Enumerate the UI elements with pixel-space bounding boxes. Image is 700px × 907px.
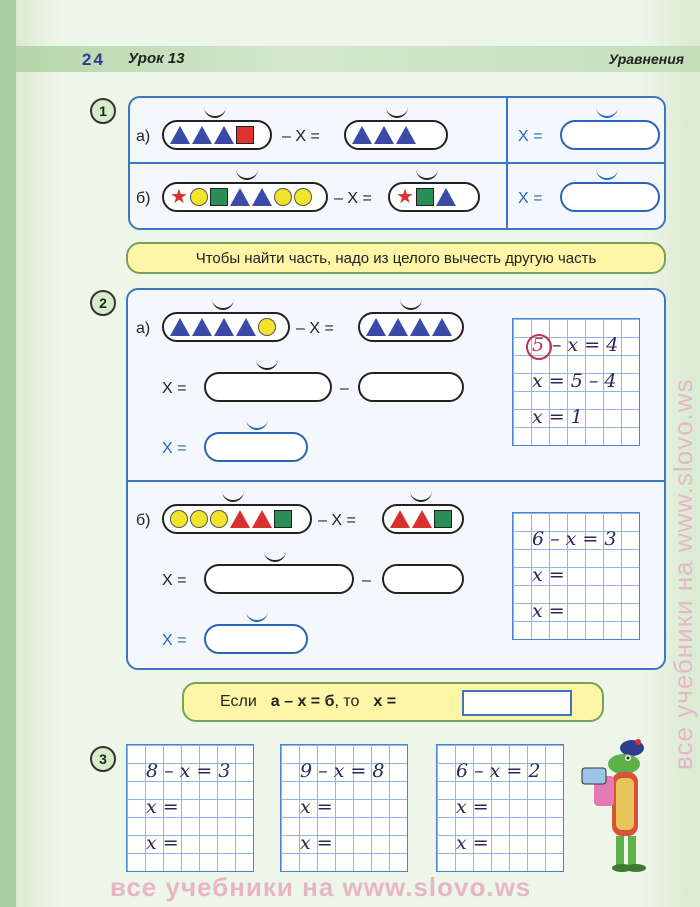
square-shape bbox=[434, 510, 452, 528]
triangle-shape bbox=[170, 126, 190, 144]
grid-line-3[interactable]: x = bbox=[456, 832, 489, 854]
task-number-1: 1 bbox=[90, 98, 116, 124]
grid-line-2[interactable]: x = bbox=[146, 796, 179, 818]
rule2-expression: а – х = б bbox=[270, 693, 335, 710]
whole-set-pill bbox=[162, 504, 312, 534]
circle-shape bbox=[190, 510, 208, 528]
triangle-shape bbox=[192, 318, 212, 336]
part-set-pill bbox=[388, 182, 480, 212]
minus-sign: – bbox=[340, 380, 349, 397]
whole-set-pill bbox=[162, 120, 272, 150]
part-set-pill bbox=[344, 120, 448, 150]
minus-x-equals: – X = bbox=[334, 190, 372, 207]
part-blank-pill[interactable] bbox=[382, 564, 464, 594]
answer-pill[interactable] bbox=[204, 432, 308, 462]
page-number: 24 bbox=[82, 50, 105, 69]
star-shape: ★ bbox=[396, 186, 414, 208]
triangle-shape bbox=[252, 188, 272, 206]
triangle-shape bbox=[230, 188, 250, 206]
triangle-shape bbox=[432, 318, 452, 336]
x-equals: X = bbox=[518, 190, 543, 207]
page-binding bbox=[0, 0, 16, 907]
part-blank-pill[interactable] bbox=[358, 372, 464, 402]
minus-x-equals: – X = bbox=[296, 320, 334, 337]
whole-blank-pill[interactable] bbox=[204, 564, 354, 594]
triangle-shape bbox=[396, 126, 416, 144]
circle-shape bbox=[258, 318, 276, 336]
task2-divider bbox=[128, 480, 664, 482]
whole-set-pill bbox=[162, 312, 290, 342]
lesson-title: Урок 13 bbox=[128, 50, 185, 67]
x-equals: X = bbox=[162, 380, 187, 397]
triangle-shape bbox=[352, 126, 372, 144]
whole-set-pill bbox=[162, 182, 328, 212]
grid-line-3[interactable]: x = bbox=[300, 832, 333, 854]
bottom-watermark: все учебники на www.slovo.ws bbox=[110, 872, 532, 902]
grid-equation: 6 – x = 2 bbox=[456, 760, 541, 782]
answer-pill-a[interactable] bbox=[560, 120, 660, 150]
answer-pill-b[interactable] bbox=[560, 182, 660, 212]
task2-b-label: б) bbox=[136, 512, 151, 529]
x-equals: X = bbox=[518, 128, 543, 145]
square-shape bbox=[210, 188, 228, 206]
triangle-shape bbox=[374, 126, 394, 144]
circle-shape bbox=[170, 510, 188, 528]
task2-a-label: а) bbox=[136, 320, 151, 337]
task1-b-label: б) bbox=[136, 190, 151, 207]
grid-line-2[interactable]: x = bbox=[532, 564, 565, 586]
grid-line-1: – x = 4 bbox=[552, 334, 619, 356]
triangle-shape bbox=[214, 126, 234, 144]
grid-equation: 8 – x = 3 bbox=[146, 760, 231, 782]
grid-line-3: x = 1 bbox=[532, 406, 583, 428]
triangle-shape bbox=[412, 510, 432, 528]
rule2-x: х = bbox=[373, 693, 397, 710]
star-shape: ★ bbox=[170, 186, 188, 208]
triangle-shape bbox=[236, 318, 256, 336]
minus-sign: – bbox=[362, 572, 371, 589]
whole-blank-pill[interactable] bbox=[204, 372, 332, 402]
task1-a-label: а) bbox=[136, 128, 151, 145]
part-set-pill bbox=[382, 504, 464, 534]
minus-x-equals: – X = bbox=[282, 128, 320, 145]
grid-line-2: x = 5 – 4 bbox=[532, 370, 617, 392]
square-shape bbox=[236, 126, 254, 144]
triangle-shape bbox=[230, 510, 250, 528]
triangle-shape bbox=[410, 318, 430, 336]
triangle-shape bbox=[388, 318, 408, 336]
rule2-answer-box[interactable] bbox=[462, 690, 572, 716]
triangle-shape bbox=[366, 318, 386, 336]
task1-row-divider bbox=[130, 162, 664, 164]
square-shape bbox=[416, 188, 434, 206]
triangle-shape bbox=[192, 126, 212, 144]
circled-digit: 5 bbox=[532, 334, 545, 356]
grid-line-1: 6 – x = 3 bbox=[532, 528, 617, 550]
triangle-shape bbox=[390, 510, 410, 528]
x-equals: X = bbox=[162, 440, 187, 457]
side-watermark: все учебники на www.slovo.ws bbox=[668, 378, 698, 770]
task-number-2: 2 bbox=[90, 290, 116, 316]
answer-pill[interactable] bbox=[204, 624, 308, 654]
square-shape bbox=[274, 510, 292, 528]
grid-line-2[interactable]: x = bbox=[456, 796, 489, 818]
x-equals: X = bbox=[162, 632, 187, 649]
grid-line-3[interactable]: x = bbox=[146, 832, 179, 854]
rule2-prefix: Если bbox=[220, 693, 257, 710]
triangle-shape bbox=[170, 318, 190, 336]
circle-shape bbox=[190, 188, 208, 206]
grid-line-2[interactable]: x = bbox=[300, 796, 333, 818]
triangle-shape bbox=[436, 188, 456, 206]
triangle-shape bbox=[252, 510, 272, 528]
topic-title: Уравнения bbox=[608, 51, 684, 67]
circle-shape bbox=[274, 188, 292, 206]
grid-line-3[interactable]: x = bbox=[532, 600, 565, 622]
triangle-shape bbox=[214, 318, 234, 336]
circle-shape bbox=[294, 188, 312, 206]
x-equals: X = bbox=[162, 572, 187, 589]
task-number-3: 3 bbox=[90, 746, 116, 772]
minus-x-equals: – X = bbox=[318, 512, 356, 529]
rule-box: Чтобы найти часть, надо из целого вычесть другую часть bbox=[126, 242, 666, 274]
crocodile-mascot-icon bbox=[576, 738, 660, 872]
part-set-pill bbox=[358, 312, 464, 342]
header-band bbox=[16, 46, 700, 72]
circle-shape bbox=[210, 510, 228, 528]
grid-equation: 9 – x = 8 bbox=[300, 760, 385, 782]
rule2-mid: , то bbox=[334, 693, 360, 710]
